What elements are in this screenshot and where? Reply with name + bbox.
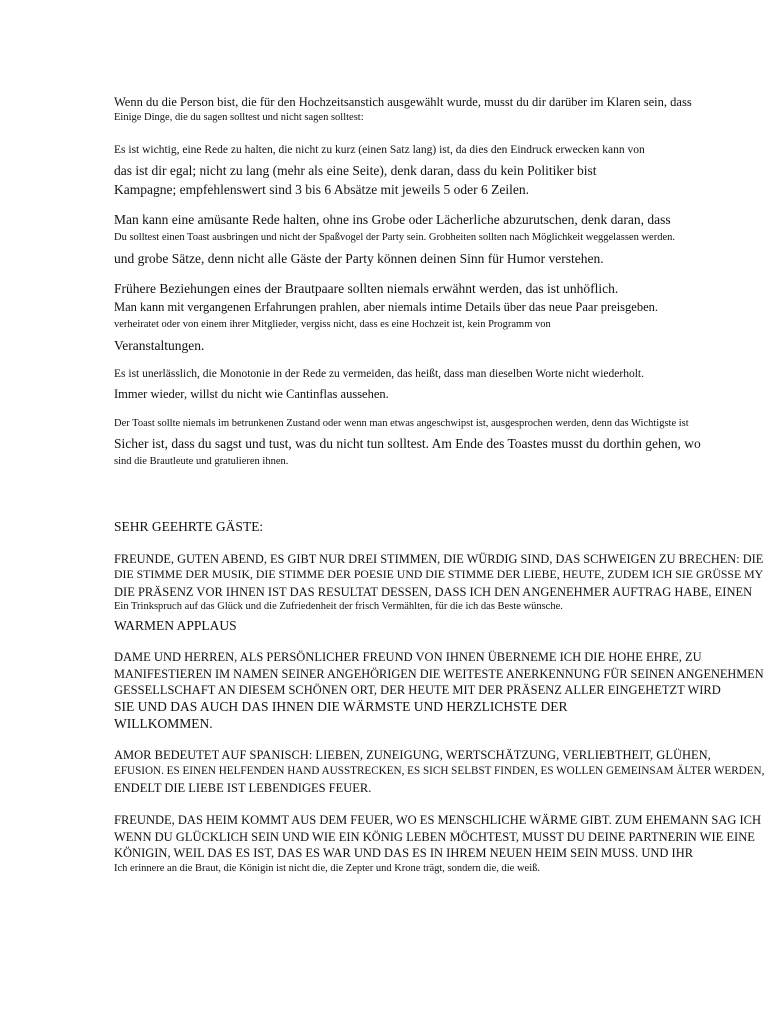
p3-line-2: Man kann mit vergangenen Erfahrungen prahlen, aber niemals intime Details über das neue Paar preisgeben. (114, 300, 659, 314)
p2-line-3: und grobe Sätze, denn nicht alle Gäste der Party können deinen Sinn für Humor verstehen. (114, 251, 604, 266)
p5-line-2: Sicher ist, dass du sagst und tust, was du nicht tun solltest. Am Ende des Toastes musst du dorthin gehen, wo (114, 436, 701, 451)
p3-line-1: Frühere Beziehungen eines der Brautpaare sollten niemals erwähnt werden, das ist unhöflich. (114, 281, 619, 296)
speech-a-line-3: DIE PRÄSENZ VOR IHNEN IST DAS RESULTAT DESSEN, DASS ICH DEN ANGENEHMER AUFTRAG HABE, EINEN (114, 585, 753, 599)
p3-line-3: verheiratet oder von einem ihrer Mitglieder, vergiss nicht, dass es eine Hochzeit ist, kein Programm von (114, 319, 551, 330)
speech-d-line-1: FREUNDE, DAS HEIM KOMMT AUS DEM FEUER, WO ES MENSCHLICHE WÄRME GIBT. ZUM EHEMANN SAG ICH (114, 813, 762, 827)
p5-line-1: Der Toast sollte niemals im betrunkenen Zustand oder wenn man etwas angeschwipst ist, ausgesprochen werden, denn das Wichtigste ist (114, 418, 689, 429)
speech-d-line-4: Ich erinnere an die Braut, die Königin ist nicht die, die Zepter und Krone trägt, sondern die, die weiß. (114, 863, 540, 874)
p5-line-3: sind die Brautleute und gratulieren ihnen. (114, 456, 289, 467)
speech-a-line-2: DIE STIMME DER MUSIK, DIE STIMME DER POESIE UND DIE STIMME DER LIEBE, HEUTE, ZUDEM ICH SIE GRÜSSE MY (114, 567, 764, 581)
p2-line-2: Du solltest einen Toast ausbringen und nicht der Spaßvogel der Party sein. Grobheiten sollten nach Möglichkeit weggelassen werden. (114, 232, 675, 243)
speech-b-line-2: MANIFESTIEREN IM NAMEN SEINER ANGEHÖRIGEN DIE WEITESTE ANERKENNUNG FÜR SEINEN ANGENEHMEN (114, 667, 764, 681)
speech-a-line-4: Ein Trinkspruch auf das Glück und die Zufriedenheit der frisch Vermählten, für die ich das Beste wünsche. (114, 601, 563, 612)
speech-c-line-2: EFUSION. ES EINEN HELFENDEN HAND AUSSTRECKEN, ES SICH SELBST FINDEN, ES WOLLEN GEMEINSAM ÄLTER WERDEN, (114, 765, 765, 777)
speech-greeting: SEHR GEEHRTE GÄSTE: (114, 519, 264, 534)
p1-line-2: das ist dir egal; nicht zu lang (mehr als eine Seite), denk daran, dass du kein Politiker bist (114, 163, 597, 178)
speech-c-line-1: AMOR BEDEUTET AUF SPANISCH: LIEBEN, ZUNEIGUNG, WERTSCHÄTZUNG, VERLIEBTHEIT, GLÜHEN, (114, 748, 711, 762)
p4-line-2: Immer wieder, willst du nicht wie Cantinflas aussehen. (114, 387, 389, 401)
speech-b-line-3: GESSELLSCHAFT AN DIESEM SCHÖNEN ORT, DER HEUTE MIT DER PRÄSENZ ALLER EINGEHETZT WIRD (114, 683, 721, 697)
p3-line-4: Veranstaltungen. (114, 338, 205, 353)
speech-b-line-5: WILLKOMMEN. (114, 716, 213, 731)
p1-line-1: Es ist wichtig, eine Rede zu halten, die nicht zu kurz (einen Satz lang) ist, da dies den Eindruck erwecken kann von (114, 144, 645, 156)
speech-b-line-4: SIE UND DAS AUCH DAS IHNEN DIE WÄRMSTE UND HERZLICHSTE DER (114, 699, 568, 714)
intro-line-1: Wenn du die Person bist, die für den Hochzeitsanstich ausgewählt wurde, musst du dir darüber im Klaren sein, dass (114, 95, 692, 109)
speech-a-line-1: FREUNDE, GUTEN ABEND, ES GIBT NUR DREI STIMMEN, DIE WÜRDIG SIND, DAS SCHWEIGEN ZU BRECHEN: DIE (114, 552, 764, 566)
speech-d-line-2: WENN DU GLÜCKLICH SEIN UND WIE EIN KÖNIG LEBEN MÖCHTEST, MUSST DU DEINE PARTNERIN WIE EINE (114, 830, 755, 844)
speech-d-line-3: KÖNIGIN, WEIL DAS ES IST, DAS ES WAR UND DAS ES IN IHREM NEUEN HEIM SEIN MUSS. UND IHR (114, 846, 694, 860)
p2-line-1: Man kann eine amüsante Rede halten, ohne ins Grobe oder Lächerliche abzurutschen, denk daran, dass (114, 212, 671, 227)
speech-c-line-3: ENDELT DIE LIEBE IST LEBENDIGES FEUER. (114, 781, 372, 795)
intro-line-2: Einige Dinge, die du sagen solltest und nicht sagen solltest: (114, 112, 364, 123)
speech-b-line-1: DAME UND HERREN, ALS PERSÖNLICHER FREUND VON IHNEN ÜBERNEME ICH DIE HOHE EHRE, ZU (114, 650, 702, 664)
p4-line-1: Es ist unerlässlich, die Monotonie in der Rede zu vermeiden, das heißt, dass man dieselben Worte nicht wiederholt. (114, 368, 644, 380)
p1-line-3: Kampagne; empfehlenswert sind 3 bis 6 Absätze mit jeweils 5 oder 6 Zeilen. (114, 182, 530, 197)
speech-a-line-5: WARMEN APPLAUS (114, 618, 237, 633)
